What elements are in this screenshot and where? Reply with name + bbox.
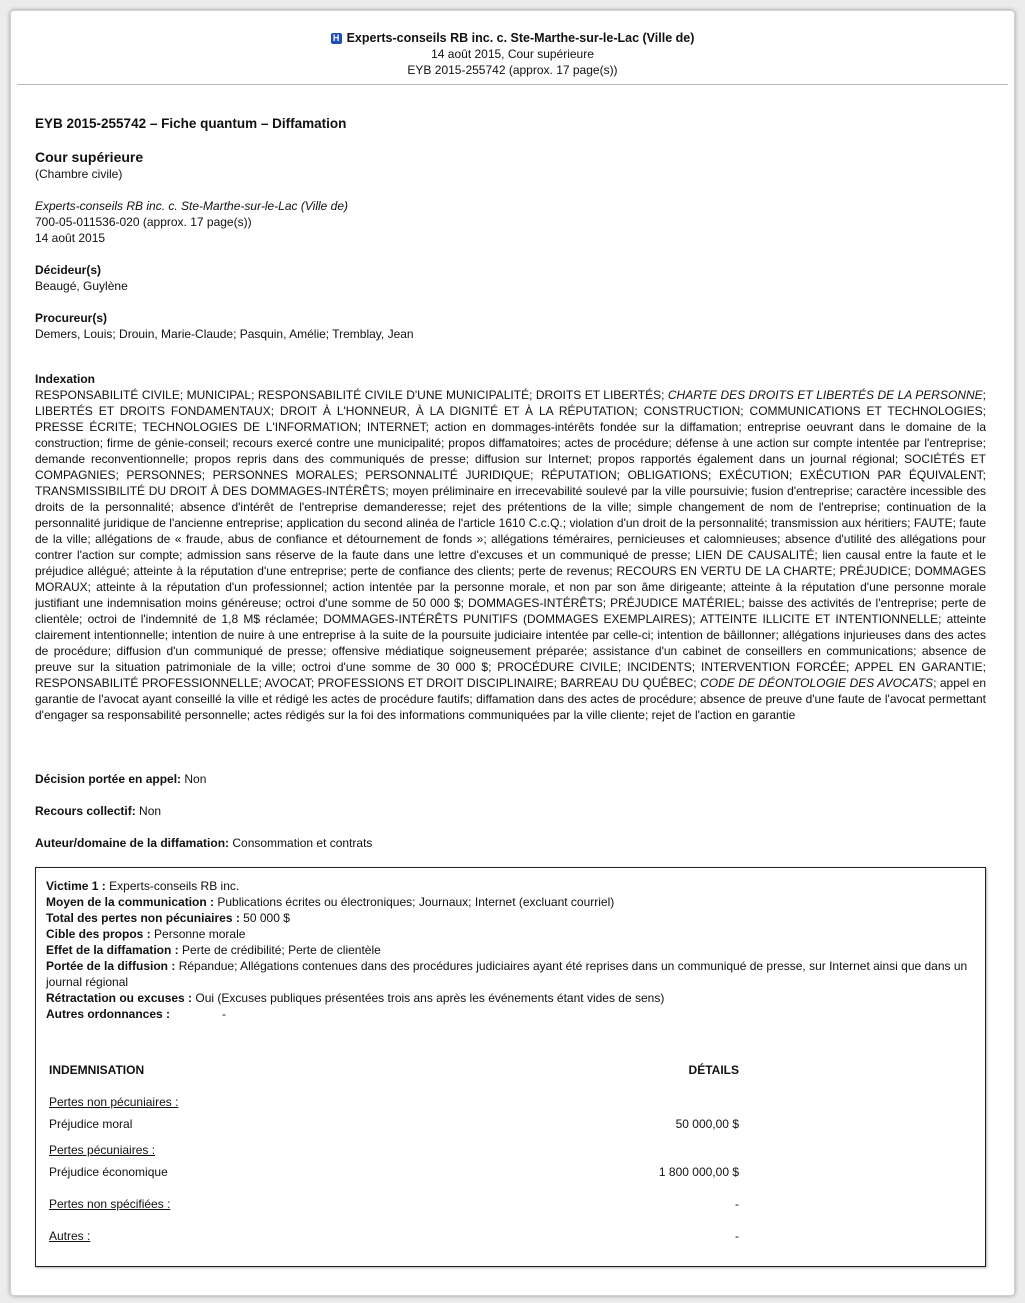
autres-ordonnances-line: Autres ordonnances : - [46,1007,227,1021]
decision-date: 14 août 2015 [35,231,106,245]
moyen-line: Moyen de la communication : Publications écrites ou électroniques; Journaux; Internet (excluant courriel) [46,895,615,909]
retractation-line: Rétractation ou excuses : Oui (Excuses publiques présentées trois ans après les événements étant vides de sens) [46,991,665,1005]
header-subtitle: 14 août 2015, Cour supérieure [431,47,594,61]
victime-line: Victime 1 : Experts-conseils RB inc. [46,879,240,893]
table-row: Préjudice économique 1 800 000,00 $ [49,1165,739,1179]
portee-line: Portée de la diffusion : Répandue; Allégations contenues dans des procédures judiciaires ayant été reprises dans un communiqué de presse, sur Internet ainsi que dans un journal régional [46,959,968,989]
document-header [11,30,1014,78]
court-name: Cour supérieure [35,149,144,165]
table-row: Autres : - [49,1229,739,1243]
case-name: Experts-conseils RB inc. c. Ste-Marthe-sur-le-Lac (Ville de) [35,199,348,213]
header-reference: EYB 2015-255742 (approx. 17 page(s)) [407,63,618,77]
cible-line: Cible des propos : Personne morale [46,927,246,941]
decideur-value: Beaugé, Guylène [35,279,128,293]
effet-line: Effet de la diffamation : Perte de crédibilité; Perte de clientèle [46,943,381,957]
indexation-text: RESPONSABILITÉ CIVILE; MUNICIPAL; RESPONSABILITÉ CIVILE D'UNE MUNICIPALITÉ; DROITS ET LIBERTÉS; CHARTE DES DROITS ET LIBERTÉS DE LA PERSONNE; LIBERTÉS ET DROITS FONDAMENTAUX; DROIT À L'HONNEUR, À LA DIGNITÉ ET À LA RÉPUTATION; CONSTRUCTION; COMMUNICATIONS ET TECHNOLOGIES; PRESSE ÉCRITE; TECHNOLOGIES DE L'INFORMATION; INTERNET; action en dommages-intérêts fondée sur la diffamation; entreprise oeuvrant dans le domaine de la construction; firme de génie-conseil; recours exercé contre une municipalité; propos diffamatoires; actes de procédure; défense à une action sur compte intentée par l'entreprise; demande reconventionnelle; propos repris dans des communiqués de presse; diffusion sur Internet; propos rapportés également dans un journal régional; SOCIÉTÉS ET COMPAGNIES; PERSONNES; PERSONNES MORALES; PERSONNALITÉ JURIDIQUE; RÉPUTATION; OBLIGATIONS; EXÉCUTION; EXÉCUTION PAR ÉQUIVALENT; TRANSMISSIBILITÉ DU DROIT À DES DOMMAGES-INTÉRÊTS; moyen préliminaire en irrecevabilité soulevé par la ville poursuivie; fusion d'entreprise; caractère incessible des droits de la personnalité; absence d'intérêt de l'entreprise demanderesse; rejet des prétentions de la ville; simple changement de nom de l'entreprise; continuation de la personnalité juridique de l'ancienne entreprise; application du second alinéa de l'article 1610 C.c.Q.; violation d'un droit de la personnalité; transmission aux héritiers; FAUTE; faute de la ville; allégations de « fraude, abus de confiance et détournement de fonds »; allégations téméraires, pernicieuses et calomnieuses; absence d'utilité des allégations pour contrer l'action sur compte; admission sans réserve de la faute dans une lettre d'excuses et un communiqué de presse; LIEN DE CAUSALITÉ; lien causal entre la faute et le préjudice allégué; atteinte à la réputation d'une entreprise; perte de confiance des clients; perte de revenus; RECOURS EN VERTU DE LA CHARTE; PRÉJUDICE; DOMMAGES MORAUX; atteinte à la réputation d'un professionnel; action intentée par la personne morale, et non par son âme dirigeante; atteinte à la réputation d'une personne morale justifiant une indemnisation moins généreuse; octroi d'une somme de 50 000 $; DOMMAGES-INTÉRÊTS; PRÉJUDICE MATÉRIEL; baisse des activités de l'entreprise; perte de clientèle; octroi de l'indemnité de 1,8 M$ réclamée; DOMMAGES-INTÉRÊTS PUNITIFS (DOMMAGES EXEMPLAIRES); ATTEINTE ILLICITE ET INTENTIONNELLE; atteinte clairement intentionnelle; intention de nuire à une entreprise à la suite de la poursuite judiciaire intentée par celle-ci; intention de bâillonner; allégations injurieuses dans des actes de procédure; diffusion d'un communiqué de presse; offensive médiatique soigneusement préparée; assistance d'un cabinet de conseillers en communications; absence de preuve sur la situation patrimoniale de la ville; octroi d'une somme de 30 000 $; PROCÉDURE CIVILE; INCIDENTS; INTERVENTION FORCÉE; APPEL EN GARANTIE; RESPONSABILITÉ PROFESSIONNELLE; AVOCAT; PROFESSIONS ET DROIT DISCIPLINAIRE; BARREAU DU QUÉBEC; CODE DE DÉONTOLOGIE DES AVOCATS; appel en garantie de l'avocat ayant conseillé la ville et rédigé les actes de procédure fautifs; diffamation dans des actes de procédure; absence de preuve d'une faute de l'avocat permettant d'engager sa responsabilité personnelle; actes rédigés sur la foi des informations communiquées par la ville cliente; rejet de l'action en garantie [35,388,987,722]
victim-box [35,867,986,1267]
col-details: DÉTAILS [688,1063,739,1077]
header-divider [17,84,1008,85]
table-row: Pertes pécuniaires : [49,1143,156,1157]
procureur-value: Demers, Louis; Drouin, Marie-Claude; Pasquin, Amélie; Tremblay, Jean [35,327,414,341]
procureur-label: Procureur(s) [35,311,108,325]
decideur-label: Décideur(s) [35,263,102,277]
victim-details [46,878,973,1022]
auteur-line: Auteur/domaine de la diffamation: Consommation et contrats [35,836,373,850]
appel-line: Décision portée en appel: Non [35,772,207,786]
document-card [10,10,1015,1296]
h-icon: H [331,33,342,44]
table-row: Pertes non pécuniaires : [49,1095,179,1109]
total-line: Total des pertes non pécuniaires : 50 000 $ [46,911,290,925]
indexation-label: Indexation [35,372,96,386]
file-number: 700-05-011536-020 (approx. 17 page(s)) [35,215,252,229]
header-title: Experts-conseils RB inc. c. Ste-Marthe-sur-le-Lac (Ville de) [346,31,695,45]
chamber: (Chambre civile) [35,167,123,181]
recours-line: Recours collectif: Non [35,804,162,818]
table-row: Pertes non spécifiées : - [49,1197,739,1211]
doc-title: EYB 2015-255742 – Fiche quantum – Diffamation [35,116,347,131]
indemnisation-header [49,1062,739,1078]
table-row: Préjudice moral 50 000,00 $ [49,1117,739,1131]
col-indemnisation: INDEMNISATION [49,1063,145,1077]
